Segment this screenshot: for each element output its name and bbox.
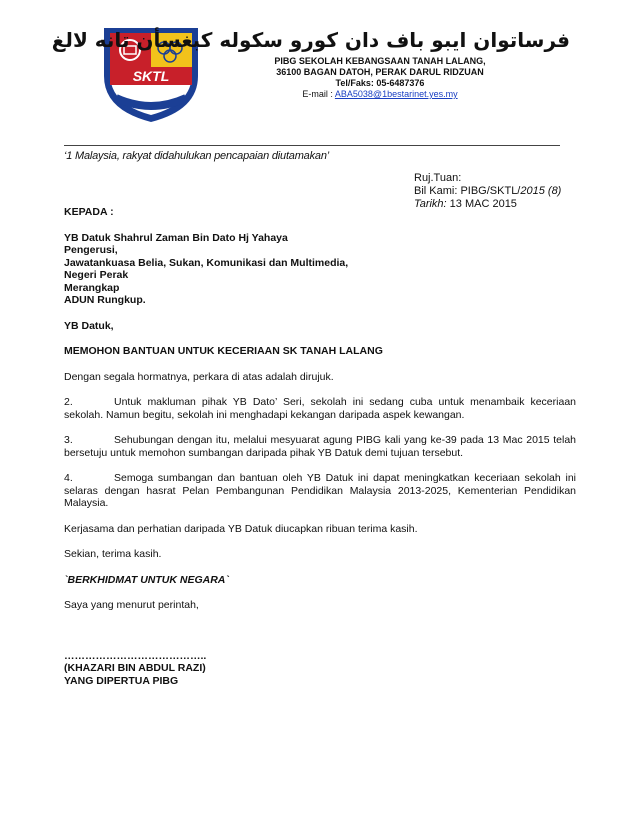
signer-name: (KHAZARI BIN ABDUL RAZI) [64,662,206,674]
motto: ‘1 Malaysia, rakyat didahulukan pencapaian diutamakan’ [64,150,329,162]
recipient-name: YB Datuk Shahrul Zaman Bin Dato Hj Yahaya [64,231,288,244]
paragraph-4 [64,472,576,510]
letter-body [64,206,576,687]
paragraph-number: 3. [64,434,73,446]
signature-line: ………………………………….. [64,649,207,662]
email-link[interactable]: ABA5038@1bestarinet.yes.my [334,89,458,99]
paragraph-number: 2. [64,396,73,408]
saya-menurut: Saya yang menurut perintah, [64,599,199,611]
kepada-label: KEPADA : [64,206,114,218]
recipient-line: Pengerusi, [64,244,118,256]
signer-title: YANG DIPERTUA PIBG [64,674,179,687]
org-name: PIBG SEKOLAH KEBANGSAAN TANAH LALANG, [274,56,486,66]
salutation: YB Datuk, [64,319,114,332]
recipient-line: Merangkap [64,281,120,294]
recipient-line: Jawatankuasa Belia, Sukan, Komunikasi dan Multimedia, [64,256,349,269]
tarikh-label: Tarikh: [414,198,447,210]
paragraph-text: Sehubungan dengan itu, melalui mesyuarat agung PIBG kali yang ke-39 pada 13 Mac 2015 telah bersetuju untuk memohon sumbangan daripada pihak YB Datuk demi tujuan tersebut. [64,434,576,459]
logo-text: SKTL [132,68,170,84]
org-email-line [210,89,550,100]
bil-kami [414,185,561,198]
bil-value: 2015 (8) [520,185,562,197]
subject: MEMOHON BANTUAN UNTUK KECERIAAN SK TANAH LALANG [64,345,383,357]
email-label: E-mail : [302,89,335,99]
paragraph-2 [64,396,576,421]
opening-line: Dengan segala hormatnya, perkara di atas adalah dirujuk. [64,370,334,383]
org-tel: Tel/Faks: 05-6487376 [335,78,425,88]
sekian: Sekian, terima kasih. [64,548,162,560]
paragraph-number: 4. [64,472,73,484]
paragraph-text: Untuk makluman pihak YB Dato’ Seri, sekolah ini sedang cuba untuk menambaik keceriaan sekolah. Namun begitu, sekolah ini menghadapi kekangan daripada aspek kewangan. [64,396,576,421]
recipient-line: ADUN Rungkup. [64,294,146,306]
header-divider [64,145,560,146]
jawi-title: فرساتوان ايبو باف دان كورو سكوله كبغسأن تانه لالغ [51,28,570,52]
paragraph-3 [64,434,576,459]
tarikh-value: 13 MAC 2015 [446,198,517,210]
ruj-tuan: Ruj.Tuan: [414,172,462,184]
recipient-line: Negeri Perak [64,269,129,281]
bil-label: Bil Kami: PIBG/SKTL/ [414,185,521,197]
paragraph-text: Semoga sumbangan dan bantuan oleh YB Datuk ini dapat meningkatkan keceriaan sekolah ini selaras dengan hasrat Pelan Pembangunan Pendidikan Malaysia 2013-2025, Kementerian Pendidikan Malaysia. [64,472,576,509]
org-address: 36100 BAGAN DATOH, PERAK DARUL RIDZUAN [276,67,484,77]
slogan: `BERKHIDMAT UNTUK NEGARA` [64,573,229,586]
closing-thanks: Kerjasama dan perhatian daripada YB Datuk diucapkan ribuan terima kasih. [64,522,418,535]
letterhead-details [210,56,550,100]
